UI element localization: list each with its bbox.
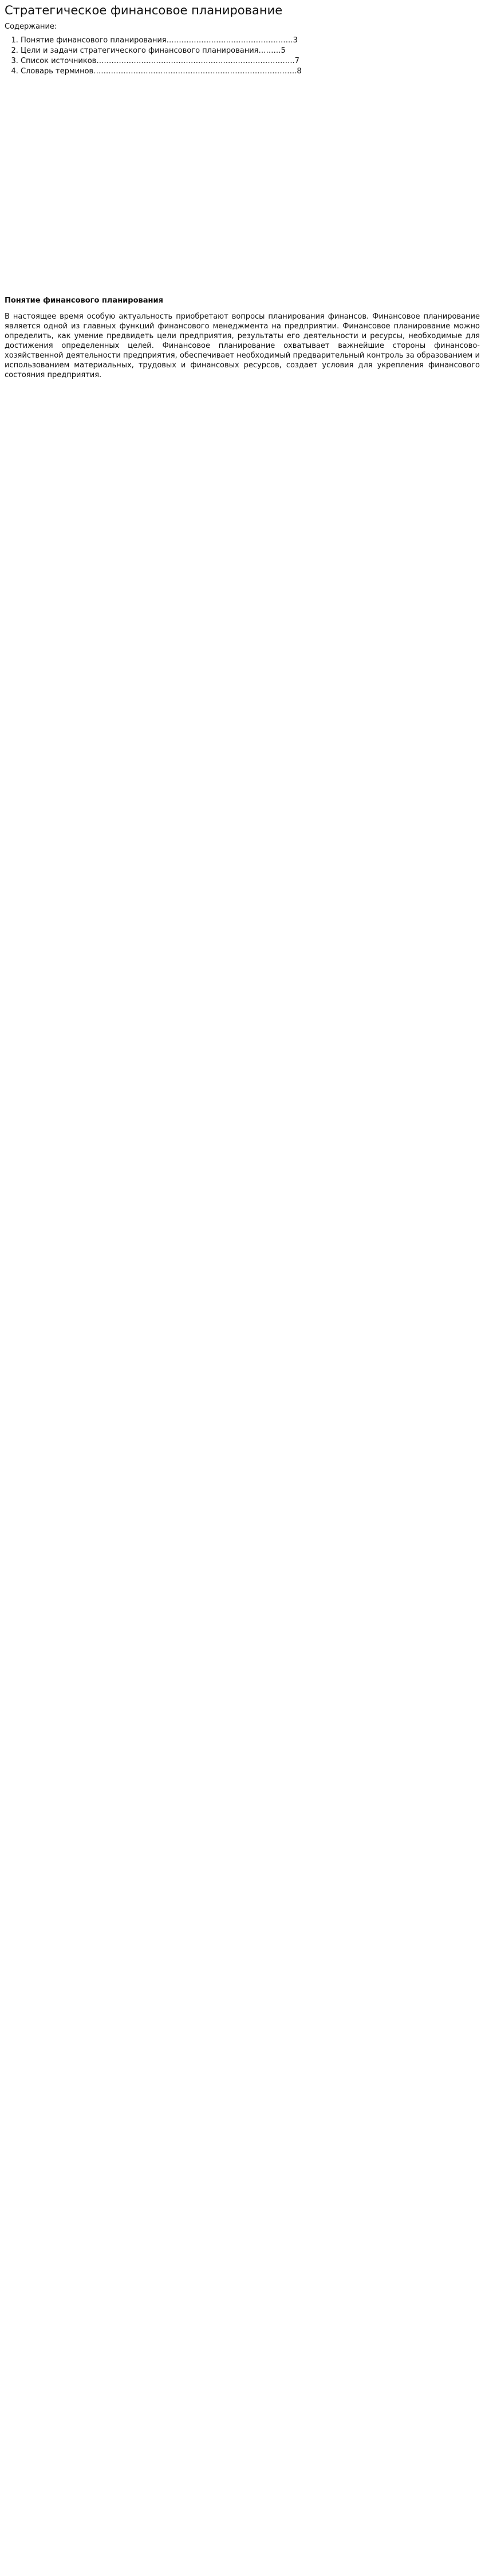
toc-item: 4. Словарь терминов……………………………………………………………………….8 bbox=[21, 66, 318, 77]
document-title: Стратегическое финансовое планирование bbox=[5, 3, 283, 17]
toc-heading: Содержание: bbox=[5, 22, 57, 31]
table-of-contents bbox=[5, 36, 318, 77]
toc-item: 3. Список источников……………………………………………………………………..7 bbox=[21, 56, 318, 66]
paragraph: В настоящее время особую актуальность приобретают вопросы планирования финансов. Финансовое планирование является одной из главных функций финансового менеджмента на предприятии. Финансовое планирование можно определить, как умение предвидеть цели предприятия, результаты его деятельности и ресурсы, необходимые для достижения определенных целей. Финансовое планирование охватывает важнейшие стороны финансово-хозяйственной деятельности предприятия, обеспечивает необходимый предварительный контроль за образованием и использованием материальных, трудовых и финансовых ресурсов, создает условия для укрепления финансового состояния предприятия. bbox=[5, 312, 480, 379]
section-heading: Понятие финансового планирования bbox=[5, 296, 163, 305]
toc-item: 1. Понятие финансового планирования……………………………………………3 bbox=[21, 36, 318, 46]
toc-item: 2. Цели и задачи стратегического финансового планирования………5 bbox=[21, 46, 318, 56]
